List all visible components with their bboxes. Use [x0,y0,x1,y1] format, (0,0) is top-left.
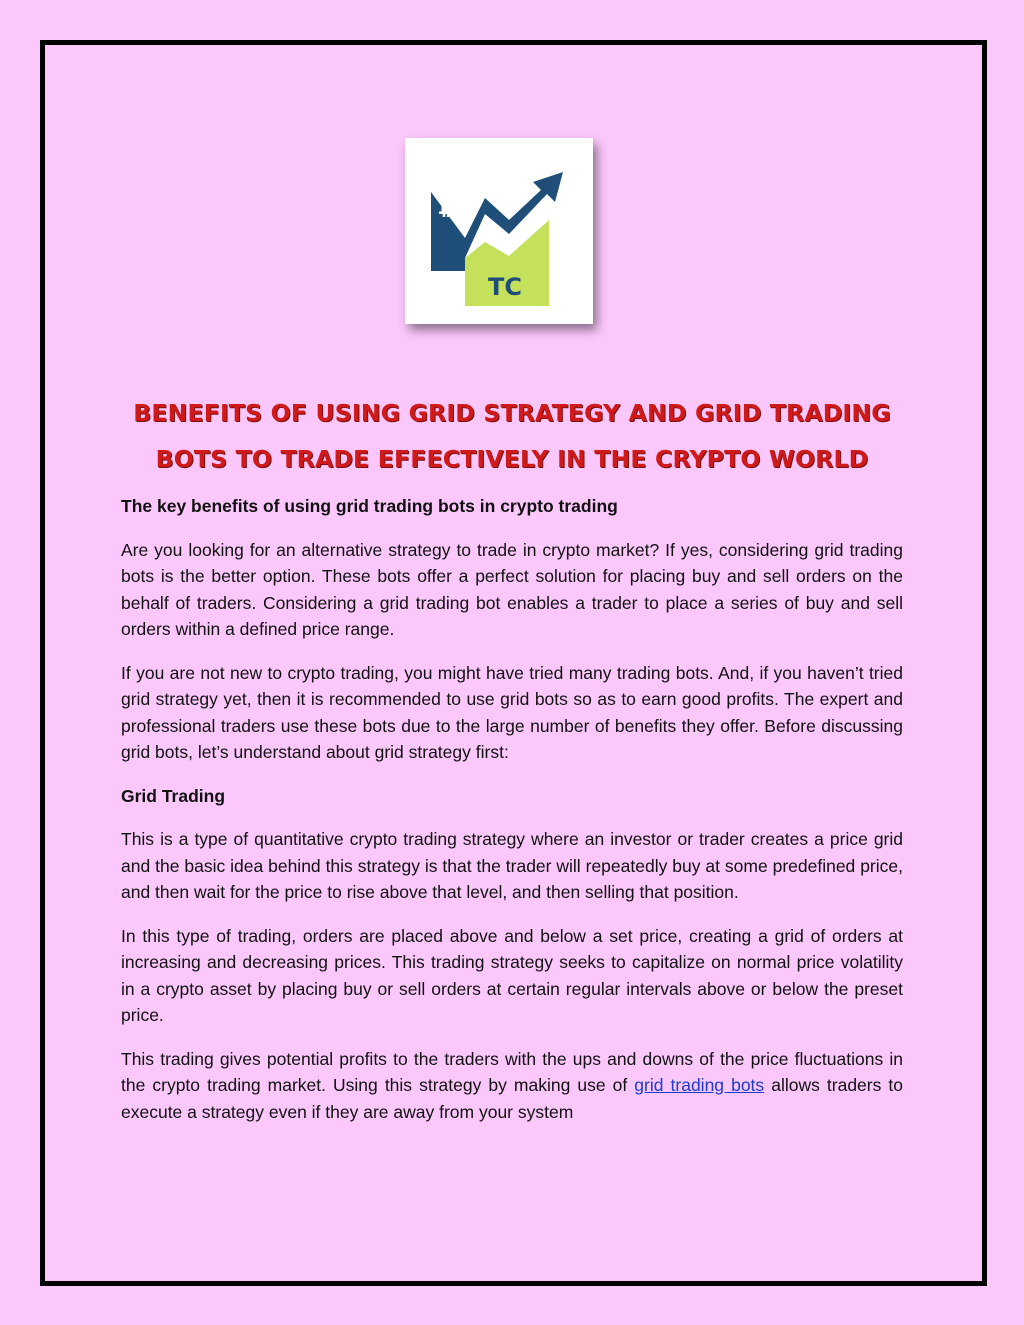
paragraph-potential-profits [121,1046,903,1126]
article-body [121,493,903,1142]
paragraph-grid-orders: In this type of trading, orders are placed above and below a set price, creating a grid of orders at increasing and decreasing prices. This trading strategy seeks to capitalize on normal price volatility in a crypto asset by placing buy or sell orders at certain regular intervals above or below the preset price. [121,925,903,1025]
bitcoin-trading-chart-logo-icon [405,138,593,324]
logo-monogram: TC [488,273,522,301]
paragraph-intro: Are you looking for an alternative strategy to trade in crypto market? If yes, considering grid trading bots is the better option. These bots offer a perfect solution for placing buy and sell orders on the behalf of traders. Considering a grid trading bot enables a trader to place a series of buy and sell orders within a defined price range. [121,539,903,639]
bitcoin-symbol: ₿ [437,191,459,221]
section-heading-key-benefits: The key benefits of using grid trading bots in crypto trading [121,496,618,516]
title-line-1: BENEFITS OF USING GRID STRATEGY AND GRID TRADING [133,399,891,427]
document-title [80,390,944,482]
grid-trading-bots-link[interactable]: grid trading bots [634,1075,765,1095]
paragraph-text-after-link: allows traders to execute a strategy even if they are away from your system [121,1075,904,1122]
company-logo [405,138,593,324]
title-line-2: BOTS TO TRADE EFFECTIVELY IN THE CRYPTO WORLD [155,445,869,473]
paragraph-text-before-link: This trading gives potential profits to the traders with the ups and downs of the price fluctuations in the crypto trading market. Using this strategy by making use of [121,1048,903,1095]
paragraph-trading-bots: If you are not new to crypto trading, you might have tried many trading bots. And, if you haven’t tried grid strategy yet, then it is recommended to use grid bots so as to earn good profits. The expert and professional traders use these bots due to the large number of benefits they offer. Before discussing grid bots, let’s understand about grid strategy first: [121,662,903,762]
paragraph-grid-definition: This is a type of quantitative crypto trading strategy where an investor or trader creates a price grid and the basic idea behind this strategy is that the trader will repeatedly buy at some predefined price, and then wait for the price to rise above that level, and then selling that position. [121,829,903,902]
section-heading-grid-trading: Grid Trading [121,785,226,806]
